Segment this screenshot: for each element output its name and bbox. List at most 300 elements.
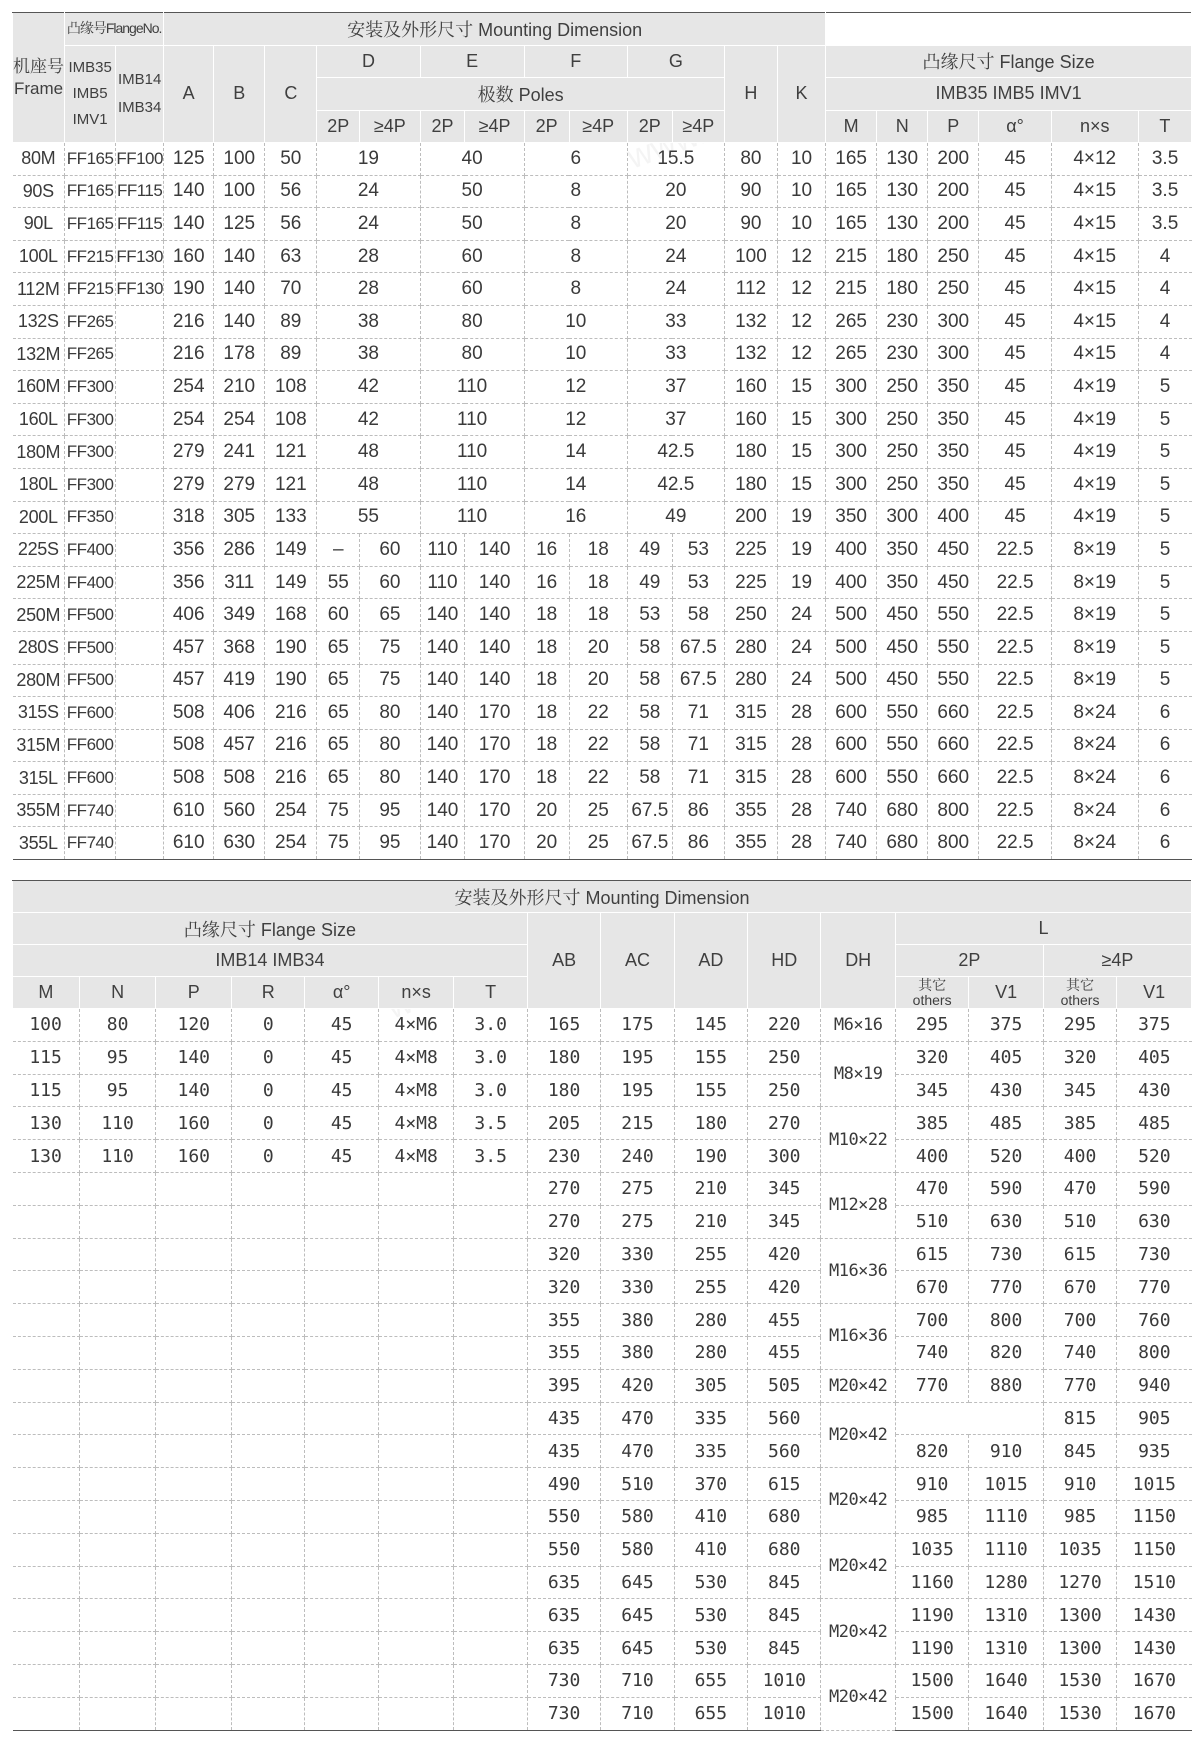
table-cell: 18: [524, 631, 569, 664]
dh-cell: M16×36: [821, 1304, 896, 1370]
frame-cell: 200L: [13, 501, 65, 534]
table-cell: 18: [524, 729, 569, 762]
f-4p: ≥4P: [569, 110, 627, 143]
table-cell: 45: [979, 468, 1052, 501]
frame-cell: 355M: [13, 794, 65, 827]
table-cell: 19: [777, 534, 825, 567]
table-cell: 279: [164, 436, 214, 469]
table-cell: 22.5: [979, 631, 1052, 664]
col-N: N: [877, 110, 928, 143]
table-cell: 457: [214, 729, 265, 762]
table-cell: 0: [232, 1009, 305, 1042]
table-cell: 905: [1117, 1402, 1192, 1435]
table-cell: 110: [420, 436, 524, 469]
table-cell: 356: [164, 566, 214, 599]
table-cell: 710: [601, 1664, 674, 1697]
table-cell: [378, 1271, 454, 1304]
table-cell: 670: [895, 1271, 968, 1304]
table-row: [13, 566, 1192, 599]
table-cell: 20: [627, 175, 724, 208]
table-cell: 42: [317, 371, 420, 404]
table-cell: 550: [928, 599, 979, 632]
table-cell: [378, 1435, 454, 1468]
table-cell: 770: [895, 1369, 968, 1402]
table-cell: 100: [214, 175, 265, 208]
table-cell: 320: [527, 1271, 600, 1304]
frame-cell: 80M: [13, 143, 65, 176]
table-cell: 210: [674, 1205, 747, 1238]
table-cell: [79, 1304, 156, 1337]
table-cell: 450: [877, 664, 928, 697]
table-cell: 1670: [1117, 1664, 1192, 1697]
d-4p: ≥4P: [360, 110, 420, 143]
table-cell: 435: [527, 1402, 600, 1435]
table-cell: 300: [826, 436, 877, 469]
table-row: [13, 664, 1192, 697]
table-cell: 5: [1138, 501, 1191, 534]
table-cell: 590: [1117, 1172, 1192, 1205]
table-cell: 275: [601, 1172, 674, 1205]
table-cell: 280: [674, 1336, 747, 1369]
mounting-dimension-table: [12, 12, 1192, 860]
table-cell: [232, 1402, 305, 1435]
table-cell: 45: [979, 175, 1052, 208]
table-cell: 4: [1138, 338, 1191, 371]
flange-cell: FF350: [65, 501, 116, 534]
table-cell: 6: [1138, 762, 1191, 795]
col-G: G: [627, 45, 724, 78]
table-cell: 12: [777, 305, 825, 338]
table-cell: [13, 1500, 80, 1533]
table-cell: 100: [724, 240, 777, 273]
table-cell: 140: [420, 827, 465, 860]
table-cell: [454, 1599, 527, 1632]
table-cell: 45: [305, 1041, 378, 1074]
table-cell: 615: [895, 1238, 968, 1271]
col-alpha: α°: [979, 110, 1052, 143]
table-cell: 90: [724, 208, 777, 241]
table-row: [13, 1369, 1192, 1402]
table-cell: [378, 1664, 454, 1697]
table-cell: [232, 1599, 305, 1632]
col-D: D: [317, 45, 420, 78]
table-cell: 110: [420, 403, 524, 436]
table-cell: 3.5: [1138, 175, 1191, 208]
table-cell: 645: [601, 1632, 674, 1665]
table-cell: 22.5: [979, 534, 1052, 567]
table-cell: 80: [420, 305, 524, 338]
table-cell: 520: [969, 1140, 1044, 1173]
table-cell: [305, 1468, 378, 1501]
table-row: [13, 1435, 1192, 1468]
table-cell: 615: [1043, 1238, 1116, 1271]
table-cell: 380: [601, 1304, 674, 1337]
flange-size-title-2: 凸缘尺寸 Flange Size: [13, 913, 528, 945]
table-cell: [454, 1566, 527, 1599]
table-cell: 740: [895, 1336, 968, 1369]
table-cell: 680: [877, 794, 928, 827]
flange-cell: [116, 762, 164, 795]
table-cell: 295: [895, 1009, 968, 1042]
table-row: [13, 1304, 1192, 1337]
table-cell: 740: [826, 827, 877, 860]
table-cell: 800: [1117, 1336, 1192, 1369]
table-cell: 270: [527, 1205, 600, 1238]
table-cell: 250: [928, 240, 979, 273]
table-cell: 170: [465, 827, 524, 860]
table-cell: 350: [928, 371, 979, 404]
table-cell: 42: [317, 403, 420, 436]
table-cell: 3.0: [454, 1074, 527, 1107]
table-cell: 730: [1117, 1238, 1192, 1271]
table-cell: 1640: [969, 1697, 1044, 1730]
table-cell: [79, 1468, 156, 1501]
table-row: [13, 1697, 1192, 1730]
dh-cell: M20×42: [821, 1664, 896, 1730]
table-cell: 710: [601, 1697, 674, 1730]
flange-cell: FF300: [65, 436, 116, 469]
table-cell: 28: [777, 762, 825, 795]
table-cell: 8×19: [1051, 631, 1138, 664]
table-cell: 65: [317, 762, 360, 795]
table-cell: 1150: [1117, 1533, 1192, 1566]
table-cell: [378, 1566, 454, 1599]
table-row: [13, 1074, 1192, 1107]
table-cell: [454, 1664, 527, 1697]
table-cell: 430: [969, 1074, 1044, 1107]
flange-cell: FF165: [65, 143, 116, 176]
table-cell: [232, 1238, 305, 1271]
table-cell: 14: [524, 468, 627, 501]
table-cell: [305, 1435, 378, 1468]
table-cell: 200: [928, 175, 979, 208]
table-cell: 254: [214, 403, 265, 436]
table-cell: [454, 1500, 527, 1533]
flange-cell: FF500: [65, 664, 116, 697]
table-cell: [454, 1468, 527, 1501]
table-cell: 216: [265, 729, 317, 762]
table-cell: 53: [672, 566, 724, 599]
table-cell: 4×M6: [378, 1009, 454, 1042]
frame-cell: 132S: [13, 305, 65, 338]
table-cell: 22.5: [979, 697, 1052, 730]
table-cell: 140: [465, 534, 524, 567]
flange-cell: [116, 794, 164, 827]
table-cell: 15: [777, 371, 825, 404]
table-cell: 295: [1043, 1009, 1116, 1042]
table-cell: [156, 1697, 232, 1730]
dh-cell: M20×42: [821, 1468, 896, 1534]
table-cell: 5: [1138, 436, 1191, 469]
table-cell: 180: [527, 1041, 600, 1074]
table-cell: 5: [1138, 468, 1191, 501]
frame-header: 机座号Frame: [13, 13, 65, 143]
table-cell: 1300: [1043, 1599, 1116, 1632]
table-cell: [156, 1632, 232, 1665]
table-cell: 770: [1117, 1271, 1192, 1304]
table-cell: 400: [928, 501, 979, 534]
table-cell: 75: [360, 664, 420, 697]
table-cell: 28: [317, 240, 420, 273]
table-cell: 80: [360, 729, 420, 762]
table-cell: 190: [265, 631, 317, 664]
table-cell: 300: [748, 1140, 821, 1173]
table-cell: 160: [156, 1107, 232, 1140]
table-row: [13, 1599, 1192, 1632]
dh-cell: M12×28: [821, 1172, 896, 1238]
table-row: [13, 501, 1192, 534]
table-cell: [378, 1500, 454, 1533]
table-cell: 140: [465, 631, 524, 664]
table-row: [13, 1402, 1192, 1435]
table-cell: 19: [777, 501, 825, 534]
table-cell: 108: [265, 371, 317, 404]
flange-cell: [116, 827, 164, 860]
table-cell: 95: [360, 827, 420, 860]
table-cell: 8×24: [1051, 827, 1138, 860]
table-cell: [305, 1402, 378, 1435]
table-cell: 8: [524, 175, 627, 208]
table-cell: 279: [164, 468, 214, 501]
col2-M: M: [13, 977, 80, 1009]
table-cell: 18: [524, 762, 569, 795]
table-cell: 345: [1043, 1074, 1116, 1107]
table-cell: [305, 1172, 378, 1205]
table-cell: 45: [305, 1107, 378, 1140]
table-cell: 820: [895, 1435, 968, 1468]
table-cell: 485: [1117, 1107, 1192, 1140]
frame-cell: 225S: [13, 534, 65, 567]
table-cell: 420: [748, 1238, 821, 1271]
table-cell: 121: [265, 436, 317, 469]
table-row: [13, 371, 1192, 404]
col2-N: N: [79, 977, 156, 1009]
table-cell: 110: [79, 1107, 156, 1140]
table-cell: 230: [877, 338, 928, 371]
table-cell: 140: [156, 1074, 232, 1107]
table-cell: 65: [360, 599, 420, 632]
table-cell: 350: [928, 403, 979, 436]
table-cell: 45: [979, 338, 1052, 371]
table-cell: 60: [360, 566, 420, 599]
table-cell: [305, 1304, 378, 1337]
table-row: [13, 1238, 1192, 1271]
table-cell: 286: [214, 534, 265, 567]
table-cell: 405: [1117, 1041, 1192, 1074]
table-cell: 355: [724, 794, 777, 827]
flange-cell: FF400: [65, 566, 116, 599]
table-cell: 985: [895, 1500, 968, 1533]
table-cell: 560: [214, 794, 265, 827]
table-cell: 48: [317, 468, 420, 501]
table-cell: [232, 1664, 305, 1697]
table-cell: 400: [826, 534, 877, 567]
flange-cell: FF300: [65, 371, 116, 404]
flange-cell: [116, 729, 164, 762]
table-cell: 55: [317, 501, 420, 534]
table-cell: 680: [748, 1500, 821, 1533]
flange-cell: [116, 599, 164, 632]
table-cell: 250: [877, 403, 928, 436]
col-A: A: [164, 45, 214, 143]
table-cell: 615: [748, 1468, 821, 1501]
table-cell: 630: [969, 1205, 1044, 1238]
table-cell: [454, 1697, 527, 1730]
table-cell: 250: [724, 599, 777, 632]
table-cell: [79, 1599, 156, 1632]
table-cell: 5: [1138, 534, 1191, 567]
table-cell: 500: [826, 664, 877, 697]
table-cell: 140: [420, 697, 465, 730]
table-cell: [156, 1435, 232, 1468]
table-cell: 12: [777, 240, 825, 273]
table-cell: 112: [724, 273, 777, 306]
l-4p-v1: V1: [1117, 977, 1192, 1009]
table-cell: 115: [13, 1074, 80, 1107]
table-row: [13, 305, 1192, 338]
table-cell: 110: [79, 1140, 156, 1173]
table-cell: 49: [627, 566, 672, 599]
table-cell: 10: [777, 208, 825, 241]
table-cell: 22: [569, 729, 627, 762]
table-cell: 530: [674, 1632, 747, 1665]
flange-cell: [116, 305, 164, 338]
table-cell: 16: [524, 501, 627, 534]
table-cell: [454, 1369, 527, 1402]
frame-cell: 315S: [13, 697, 65, 730]
table-cell: 430: [1117, 1074, 1192, 1107]
table-cell: 60: [360, 534, 420, 567]
table-cell: [454, 1172, 527, 1205]
table-cell: 250: [748, 1074, 821, 1107]
table-cell: 22.5: [979, 794, 1052, 827]
table-cell: 845: [748, 1632, 821, 1665]
table-cell: [13, 1566, 80, 1599]
table-cell: 254: [265, 794, 317, 827]
table-cell: 12: [524, 371, 627, 404]
table-cell: 75: [360, 631, 420, 664]
frame-cell: 355L: [13, 827, 65, 860]
table-cell: [454, 1402, 527, 1435]
table-cell: 160: [164, 240, 214, 273]
table-cell: 45: [979, 143, 1052, 176]
table-cell: 420: [748, 1271, 821, 1304]
table-cell: 345: [895, 1074, 968, 1107]
table-row: [13, 273, 1192, 306]
table-cell: 730: [527, 1697, 600, 1730]
flange-cell: FF265: [65, 338, 116, 371]
table-cell: 8×24: [1051, 729, 1138, 762]
table-cell: [156, 1205, 232, 1238]
table-cell: 67.5: [672, 631, 724, 664]
poles-header: 极数 Poles: [317, 78, 725, 111]
table-cell: 410: [674, 1500, 747, 1533]
table-cell: 16: [524, 534, 569, 567]
table-row: [13, 631, 1192, 664]
table-cell: 560: [748, 1402, 821, 1435]
table-cell: [232, 1566, 305, 1599]
table-cell: 37: [627, 371, 724, 404]
table-cell: 67.5: [627, 794, 672, 827]
g-2p: 2P: [627, 110, 672, 143]
table-cell: 110: [420, 468, 524, 501]
table-cell: 65: [317, 729, 360, 762]
table-cell: 0: [232, 1107, 305, 1140]
table-cell: 254: [164, 371, 214, 404]
table-cell: 20: [524, 827, 569, 860]
table-cell: 168: [265, 599, 317, 632]
table-cell: 140: [214, 273, 265, 306]
table-cell: 180: [877, 240, 928, 273]
table-cell: [232, 1336, 305, 1369]
table-cell: 195: [601, 1074, 674, 1107]
table-cell: [79, 1632, 156, 1665]
flange-cell: FF300: [65, 468, 116, 501]
table-cell: [305, 1632, 378, 1665]
table-cell: 1430: [1117, 1632, 1192, 1665]
frame-cell: 280M: [13, 664, 65, 697]
table-cell: [13, 1271, 80, 1304]
table-cell: 120: [156, 1009, 232, 1042]
table-cell: 600: [826, 762, 877, 795]
table-cell: [13, 1697, 80, 1730]
flange-size-title: 凸缘尺寸 Flange Size: [826, 45, 1192, 78]
table-cell: 350: [877, 566, 928, 599]
table-cell: 510: [1043, 1205, 1116, 1238]
table-cell: 240: [601, 1140, 674, 1173]
table-row: [13, 175, 1192, 208]
flange-cell: FF740: [65, 794, 116, 827]
flange-cell: [116, 403, 164, 436]
table-cell: 508: [214, 762, 265, 795]
table-cell: 53: [627, 599, 672, 632]
table-cell: 800: [969, 1304, 1044, 1337]
col2-alpha: α°: [305, 977, 378, 1009]
table-cell: 435: [527, 1435, 600, 1468]
table-cell: 375: [969, 1009, 1044, 1042]
table-cell: 410: [674, 1533, 747, 1566]
l-2p-others: 其它 others: [895, 977, 968, 1009]
frame-cell: 160L: [13, 403, 65, 436]
flange-cell: FF165: [65, 175, 116, 208]
table-cell: 406: [164, 599, 214, 632]
table-cell: 635: [527, 1632, 600, 1665]
flange-cell: [116, 338, 164, 371]
table-cell: [232, 1500, 305, 1533]
table-cell: 740: [826, 794, 877, 827]
table-cell: 8: [524, 208, 627, 241]
col-T: T: [1138, 110, 1191, 143]
table-cell: 815: [1043, 1402, 1116, 1435]
table-cell: 680: [877, 827, 928, 860]
table-cell: 508: [164, 762, 214, 795]
table-cell: 300: [877, 501, 928, 534]
table-cell: 155: [674, 1041, 747, 1074]
table-cell: 600: [826, 697, 877, 730]
table-cell: 22.5: [979, 729, 1052, 762]
table-row: [13, 1632, 1192, 1665]
flange-cell: [116, 371, 164, 404]
table-cell: 75: [317, 827, 360, 860]
table-cell: 5: [1138, 566, 1191, 599]
table-cell: 800: [928, 794, 979, 827]
table-cell: 132: [724, 338, 777, 371]
table-cell: 4: [1138, 305, 1191, 338]
table-cell: 108: [265, 403, 317, 436]
table-cell: [79, 1697, 156, 1730]
l-4p: ≥4P: [1043, 945, 1191, 977]
table-cell: 350: [826, 501, 877, 534]
